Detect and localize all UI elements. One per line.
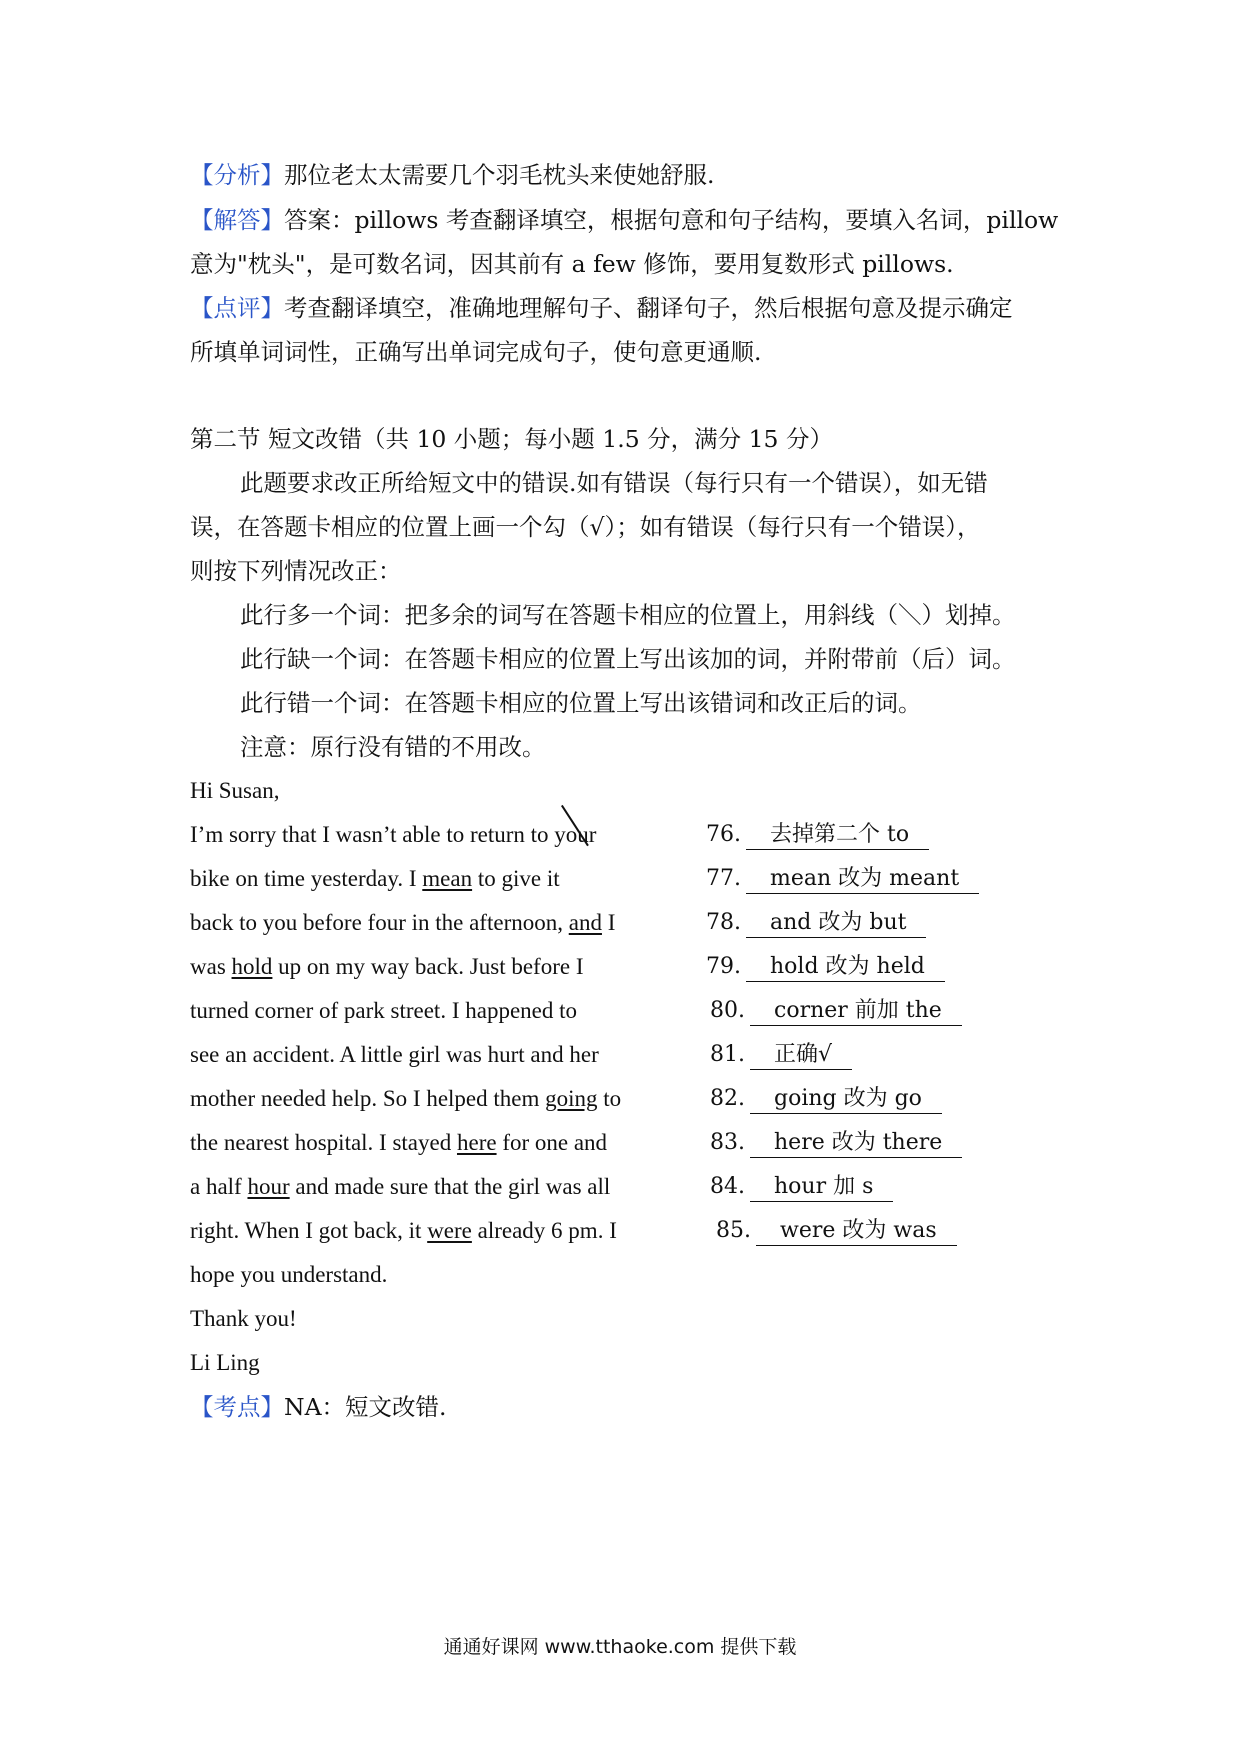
instruction-line-2: 误，在答题卡相应的位置上画一个勾（√）；如有错误（每行只有一个错误）， xyxy=(190,513,981,541)
answer-number: 80. xyxy=(710,998,745,1023)
error-word: going xyxy=(545,1086,598,1111)
answer-81 xyxy=(710,1039,852,1071)
answer-number: 78. xyxy=(706,910,741,935)
essay-line-11: hope you understand. xyxy=(190,1262,388,1287)
essay-greeting: Hi Susan, xyxy=(190,778,280,803)
answer-78 xyxy=(706,907,926,939)
essay-text: a half xyxy=(190,1174,248,1199)
essay-text: I xyxy=(601,910,616,935)
instruction-line-3: 则按下列情况改正： xyxy=(190,557,402,585)
kaodian-tag: 【考点】 xyxy=(190,1393,284,1421)
essay-text: back to you before four in the afternoon, xyxy=(190,910,569,935)
rule-missing-word: 此行缺一个词：在答题卡相应的位置上写出该加的词，并附带前（后）词。 xyxy=(240,645,1016,673)
essay-text: already 6 pm. I xyxy=(471,1218,617,1243)
answer-value: corner 前加 the xyxy=(750,997,962,1026)
answer-number: 82. xyxy=(710,1086,745,1111)
answer-84 xyxy=(710,1171,893,1203)
error-word: hold xyxy=(231,954,273,979)
error-word: here xyxy=(456,1130,497,1155)
essay-line-7 xyxy=(190,1083,621,1115)
answer-tag: 【解答】 xyxy=(190,206,284,234)
answer-number: 85. xyxy=(716,1218,751,1243)
answer-value: and 改为 but xyxy=(746,909,926,938)
rule-wrong-word: 此行错一个词：在答题卡相应的位置上写出该错词和改正后的词。 xyxy=(240,689,922,717)
essay-line-8 xyxy=(190,1127,607,1159)
essay-line-5: turned corner of park street. I happened to xyxy=(190,998,578,1023)
answer-82 xyxy=(710,1083,942,1115)
comment-text-2: 所填单词词性，正确写出单词完成句子，使句意更通顺. xyxy=(190,338,762,366)
essay-text: bike on time yesterday. I xyxy=(190,866,423,891)
answer-value: mean 改为 meant xyxy=(746,865,979,894)
section-title: 第二节 短文改错（共 10 小题；每小题 1.5 分，满分 15 分） xyxy=(190,425,833,453)
error-word: mean xyxy=(422,866,473,891)
answer-value: were 改为 was xyxy=(756,1217,957,1246)
essay-text: and made sure that the girl was all xyxy=(289,1174,611,1199)
analysis-text: 那位老太太需要几个羽毛枕头来使她舒服. xyxy=(284,161,715,189)
answer-79 xyxy=(706,951,945,983)
analysis-line xyxy=(190,159,714,191)
answer-number: 84. xyxy=(710,1174,745,1199)
essay-text: was xyxy=(190,954,232,979)
kaodian-text: NA：短文改错. xyxy=(284,1393,447,1421)
answer-76 xyxy=(706,819,929,851)
essay-line-6: see an accident. A little girl was hurt and her xyxy=(190,1042,599,1067)
essay-line-3 xyxy=(190,907,615,939)
page-footer: 通通好课网 www.tthaoke.com 提供下载 xyxy=(443,1636,797,1658)
essay-text: the nearest hospital. I stayed xyxy=(190,1130,457,1155)
comment-line-1 xyxy=(190,292,1013,324)
answer-number: 79. xyxy=(706,954,741,979)
essay-line-9 xyxy=(190,1171,610,1203)
answer-77 xyxy=(706,863,979,895)
essay-text: mother needed help. So I helped them xyxy=(190,1086,546,1111)
essay-signature: Li Ling xyxy=(190,1350,260,1375)
answer-85 xyxy=(716,1215,957,1247)
essay-thanks: Thank you! xyxy=(190,1306,297,1331)
answer-number: 83. xyxy=(710,1130,745,1155)
answer-value: 去掉第二个 to xyxy=(746,821,929,850)
essay-line-1: I’m sorry that I wasn’t able to return to your xyxy=(190,822,597,847)
answer-value: going 改为 go xyxy=(750,1085,942,1114)
instruction-line-1: 此题要求改正所给短文中的错误.如有错误（每行只有一个错误），如无错 xyxy=(240,469,988,497)
answer-value: hold 改为 held xyxy=(746,953,945,982)
answer-value: hour 加 s xyxy=(750,1173,893,1202)
comment-text-1: 考查翻译填空，准确地理解句子、翻译句子，然后根据句意及提示确定 xyxy=(284,294,1013,322)
essay-text: right. When I got back, it xyxy=(190,1218,428,1243)
answer-text-1: 答案：pillows 考查翻译填空，根据句意和句子结构，要填入名词，pillow xyxy=(284,206,1059,234)
answer-number: 77. xyxy=(706,866,741,891)
essay-text: to xyxy=(597,1086,622,1111)
comment-tag: 【点评】 xyxy=(190,294,284,322)
answer-80 xyxy=(710,995,962,1027)
error-word: were xyxy=(427,1218,472,1243)
answer-number: 81. xyxy=(710,1042,745,1067)
answer-line-1 xyxy=(190,204,1058,236)
rule-extra-word: 此行多一个词：把多余的词写在答题卡相应的位置上，用斜线（＼）划掉。 xyxy=(240,601,1016,629)
error-word: hour xyxy=(247,1174,290,1199)
analysis-tag: 【分析】 xyxy=(190,161,284,189)
note-line: 注意：原行没有错的不用改。 xyxy=(240,733,546,761)
essay-line-2 xyxy=(190,863,560,895)
answer-number: 76. xyxy=(706,822,741,847)
essay-text: up on my way back. Just before I xyxy=(272,954,584,979)
essay-line-10 xyxy=(190,1215,617,1247)
error-word: and xyxy=(568,910,602,935)
essay-line-4 xyxy=(190,951,583,983)
answer-text-2: 意为"枕头"，是可数名词，因其前有 a few 修饰，要用复数形式 pillows. xyxy=(190,250,954,278)
essay-text: to give it xyxy=(472,866,560,891)
kaodian-line xyxy=(190,1391,447,1423)
answer-83 xyxy=(710,1127,962,1159)
essay-text: for one and xyxy=(496,1130,608,1155)
answer-value: here 改为 there xyxy=(750,1129,962,1158)
answer-value: 正确√ xyxy=(750,1041,852,1070)
